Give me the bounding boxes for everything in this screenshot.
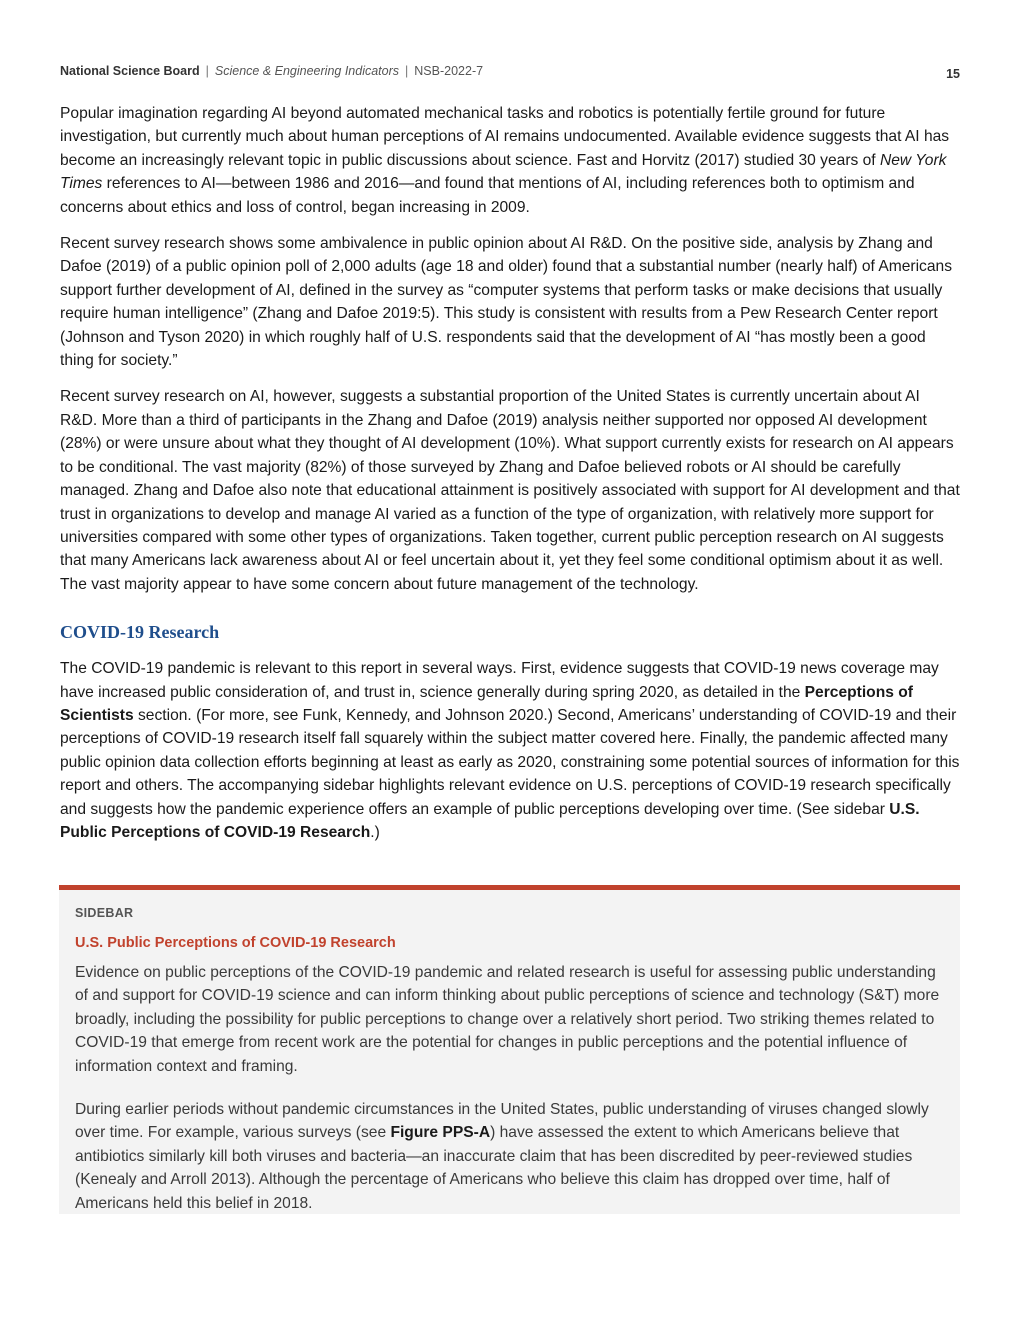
paragraph-covid-intro: The COVID-19 pandemic is relevant to this report in several ways. First, evidence suggests that COVID-19 news coverage may have increased public consideration of, and trust in, science generally during spring 2020, as detailed in the Perceptions of Scientists section. (For more, see Funk, Kennedy, and Johnson 2020.) Second, Americans’ understanding of COVID-19 and their perceptions of COVID-19 research itself fall squarely within the subject matter covered here. Finally, the pandemic affected many public opinion data collection efforts beginning at least as early as 2020, constraining some potential sources of information for this report and others. The accompanying sidebar highlights relevant evidence on U.S. perceptions of COVID-19 research specifically and suggests how the pandemic experience offers an example of public perceptions developing over time. (See sidebar U.S. Public Perceptions of COVID-19 Research.)	[60, 660, 960, 841]
sidebar-paragraph-2: During earlier periods without pandemic circumstances in the United States, public understanding of viruses changed slowly over time. For example, various surveys (see Figure PPS-A) have assessed the extent to which Americans believe that antibiotics similarly kill both viruses and bacteria—an inaccurate claim that has been discredited by peer-reviewed studies (Kenealy and Arroll 2013). Although the percentage of Americans who believe this claim has dropped over time, half of Americans held this belief in 2018.	[75, 1101, 929, 1212]
paragraph-ai-survey: Recent survey research shows some ambivalence in public opinion about AI R&D. On the positive side, analysis by Zhang and Dafoe (2019) of a public opinion poll of 2,000 adults (age 18 and older) found that a substantial number (nearly half) of Americans support further development of AI, defined in the survey as “computer systems that perform tasks or make decisions that usually require human intelligence” (Zhang and Dafoe 2019:5). This study is consistent with results from a Pew Research Center report (Johnson and Tyson 2020) in which roughly half of U.S. respondents said that the development of AI “has mostly been a good thing for society.”	[60, 235, 952, 370]
paragraph-ai-uncertainty: Recent survey research on AI, however, suggests a substantial proportion of the United States is currently uncertain about AI R&D. More than a third of participants in the Zhang and Dafoe (2019) analysis neither supported nor opposed AI development (28%) or were unsure about what they thought of AI development (10%). What support currently exists for research on AI appears to be conditional. The vast majority (82%) of those surveyed by Zhang and Dafoe believed robots or AI should be carefully managed. Zhang and Dafoe also note that educational attainment is positively associated with support for AI development and that trust in organizations to develop and manage AI varied as a function of the type of organization, with relatively more support for universities compared with some other types of organizations. Taken together, current public perception research on AI suggests that many Americans lack awareness about AI or feel uncertain about it, yet they feel some conditional optimism about it as well. The vast majority appear to have some concern about future management of the technology.	[60, 388, 960, 593]
paragraph-ai-imagination: Popular imagination regarding AI beyond automated mechanical tasks and robotics is potentially fertile ground for future investigation, but currently much about human perceptions of AI remains undocumented. Available evidence suggests that AI has become an increasingly relevant topic in public discussions about science. Fast and Horvitz (2017) studied 30 years of New York Times references to AI—between 1986 and 2016—and found that mentions of AI, including references both to optimism and concerns about ethics and loss of control, began increasing in 2009.	[60, 105, 950, 216]
header-publication: Science & Engineering Indicators	[214, 64, 400, 78]
main-content	[60, 102, 960, 857]
header-report-id: NSB-2022-7	[414, 64, 484, 78]
running-header	[60, 64, 960, 84]
sidebar-paragraph-1: Evidence on public perceptions of the COVID-19 pandemic and related research is useful for assessing public understanding of and support for COVID-19 science and can inform thinking about public perceptions of science and technology (S&T) more broadly, including the possibility for public perceptions to change over a relatively short period. Two striking themes related to COVID-19 that emerge from recent work are the potential for changes in public perceptions and the potential influence of information context and framing.	[75, 964, 940, 1075]
section-heading-covid: COVID-19 Research	[60, 622, 220, 643]
sidebar-box	[59, 885, 960, 1214]
header-org: National Science Board	[60, 64, 200, 78]
link-sidebar-covid[interactable]: U.S. Public Perceptions of COVID-19 Research	[60, 800, 920, 841]
header-separator: |	[205, 64, 209, 78]
publication-title: New York Times	[60, 151, 947, 193]
page-number: 15	[946, 67, 960, 81]
link-figure-pps-a[interactable]: Figure PPS-A	[390, 1124, 491, 1142]
sidebar-label: SIDEBAR	[75, 906, 134, 920]
header-separator: |	[405, 64, 409, 78]
link-perceptions-of-scientists[interactable]: Perceptions of Scientists	[60, 683, 913, 724]
sidebar-title: U.S. Public Perceptions of COVID-19 Research	[75, 935, 396, 951]
